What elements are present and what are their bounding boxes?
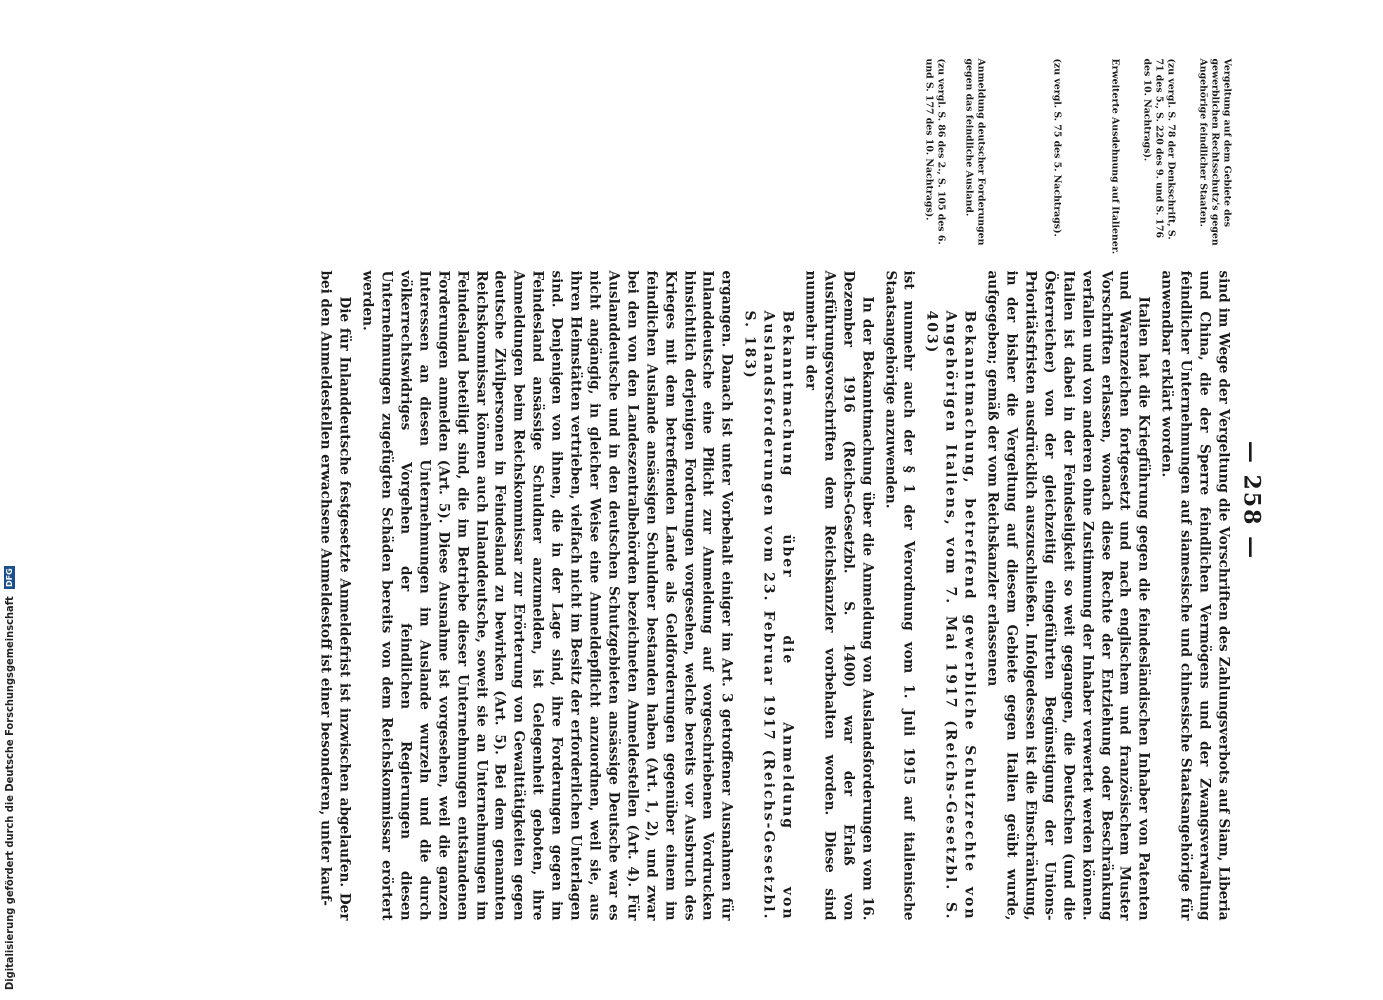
section-heading: Bekanntmachung, betreffend gewerbliche Schutzrechte von Angehörigen Italiens, vom 7. Mai 1917 (Reichs-Gesetzbl. S. 403) xyxy=(923,310,978,921)
margin-note: Anmeldung deutscher Forderungen gegen das feindliche Ausland. xyxy=(963,58,987,246)
paragraph: Italien hat die Kriegführung gegen die feindesländischen Inhaber von Patenten und Warenzeichen fortgesetzt und nach englischem und französischem Muster Vorschriften erlassen, wonach diese Rechte der Entziehung oder Beschränkung verfallen und von anderen ohne Zustimmung der Inhaber verwertet werden können. Italien ist dabei in der Feindseligkeit so weit gegangen, die Deutschen (und die Österreicher) von der gleichzeitig eingeführten Begünstigung der Unions-Prioritätsfristen ausdrücklich auszuschließen. Infolgedessen ist die Einschränkung, in der bisher die Vergeltung auf diesem Gebiete gegen Italien geübt wurde, aufgegeben; gemäß der vom Reichskanzler erlassenen xyxy=(984,270,1152,921)
margin-note: (zu vergl. S. 75 des 5. Nachtrags). xyxy=(1051,58,1063,237)
paragraph: ist nunmehr auch der § 1 der Verordnung vom 1. Juli 1915 auf italienische Staatsangehörige anzuwenden. xyxy=(882,270,917,921)
page-number: — 258 — xyxy=(1238,440,1265,561)
margin-note: Erweiterte Ausdehnung auf Italiener. xyxy=(1109,58,1121,255)
paragraph: In der Bekanntmachung über die Anmeldung von Auslandsforderungen vom 16. Dezember 1916 (Reichs-Gesetzbl. S. 1400) war der Erlaß von Ausführungsvorschriften dem Reichskanzler vorbehalten worden. Diese sind nunmehr in der xyxy=(802,270,876,921)
dfg-logo: DFG xyxy=(5,568,14,587)
document-page xyxy=(0,1,1383,1000)
digitization-credit xyxy=(3,10,19,990)
section-heading: Bekanntmachung über die Anmeldung von Auslandsforderungen vom 23. Februar 1917 (Reichs-Gesetzbl. S. 183) xyxy=(741,310,796,921)
paragraph: sind im Wege der Vergeltung die Vorschriften des Zahlungsverbots auf Siam, Liberia und China, die der Sperre feindlichen Vermögens und der Zwangsverwaltung feindlicher Unternehmungen auf siamesische und chinesische Staatsangehörige für anwendbar erklärt worden. xyxy=(1158,270,1232,921)
credit-text: Digitalisierung gefördert durch die Deutsche Forschungsgemeinschaft xyxy=(3,596,16,990)
digitization-credit-strip xyxy=(0,0,22,1000)
paragraph: Die für Inlanddeutsche festgesetzte Anmeldefrist ist inzwischen abgelaufen. Der bei den Anmeldestellen erwachsene Anmeldestoff ist einer besonderen, unter kauf- xyxy=(317,270,353,921)
main-text-column xyxy=(312,271,1233,921)
margin-note: Vergeltung auf dem Gebiete des gewerblichen Rechtsschutz's gegen Angehörige feindlicher Staaten. xyxy=(1197,58,1233,246)
margin-note: (zu vergl. S. 86 des 2., S. 105 des 6. und S. 177 des 10. Nachtrags). xyxy=(923,58,947,245)
margin-note: (zu vergl. S. 78 der Denkschrift, S. 71 des 5., S. 220 des 9. und S. 176 des 10. Nachtrags). xyxy=(1141,58,1177,240)
paragraph: ergangen. Danach ist unter Vorbehalt einiger im Art. 3 getroffener Ausnahmen für Inlanddeutsche eine Pflicht zur Anmeldung auf vorgeschriebenen Vordrucken hinsichtlich derjenigen Forderungen vorgesehen, welche bereits vor Ausbruch des Krieges mit dem betreffenden Lande als Geldforderungen gegenüber einem im feindlichen Auslande ansässigen Schuldner bestanden haben (Art. 1, 2), und zwar bei den von den Landeszentralbehörden bezeichneten Anmeldestellen (Art. 4). Für Auslanddeutsche und in den deutschen Schutzgebieten ansässige Deutsche war es nicht angängig, in gleicher Weise eine Anmeldepflicht anzuordnen, weil sie, aus ihren Heimstätten vertrieben, vielfach nicht im Besitz der erforderlichen Unterlagen sind. Denjenigen von ihnen, die in der Lage sind, ihre Forderungen gegen im Feindesland ansässige Schuldner anzumelden, ist Gelegenheit geboten, ihre Anmeldungen beim Reichskommissar zur Erörterung von Gewalttätigkeiten gegen deutsche Zivilpersonen in Feindesland zu bewirken (Art. 5). Bei dem genannten Reichskommissar können auch Inlanddeutsche, soweit sie an Unternehmungen im Feindesland beteiligt sind, die im Betriebe dieser Unternehmungen entstandenen Forderungen anmelden (Art. 5). Diese Ausnahme ist vorgesehen, weil die ganzen Interessen an diesen Unternehmungen im Auslande wurzeln und die durch völkerrechtswidriges Vorgehen der feindlichen Regierungen diesen Unternehmungen zugefügten Schäden bereits von dem Reichskommissar erörtert werden. xyxy=(359,270,735,921)
